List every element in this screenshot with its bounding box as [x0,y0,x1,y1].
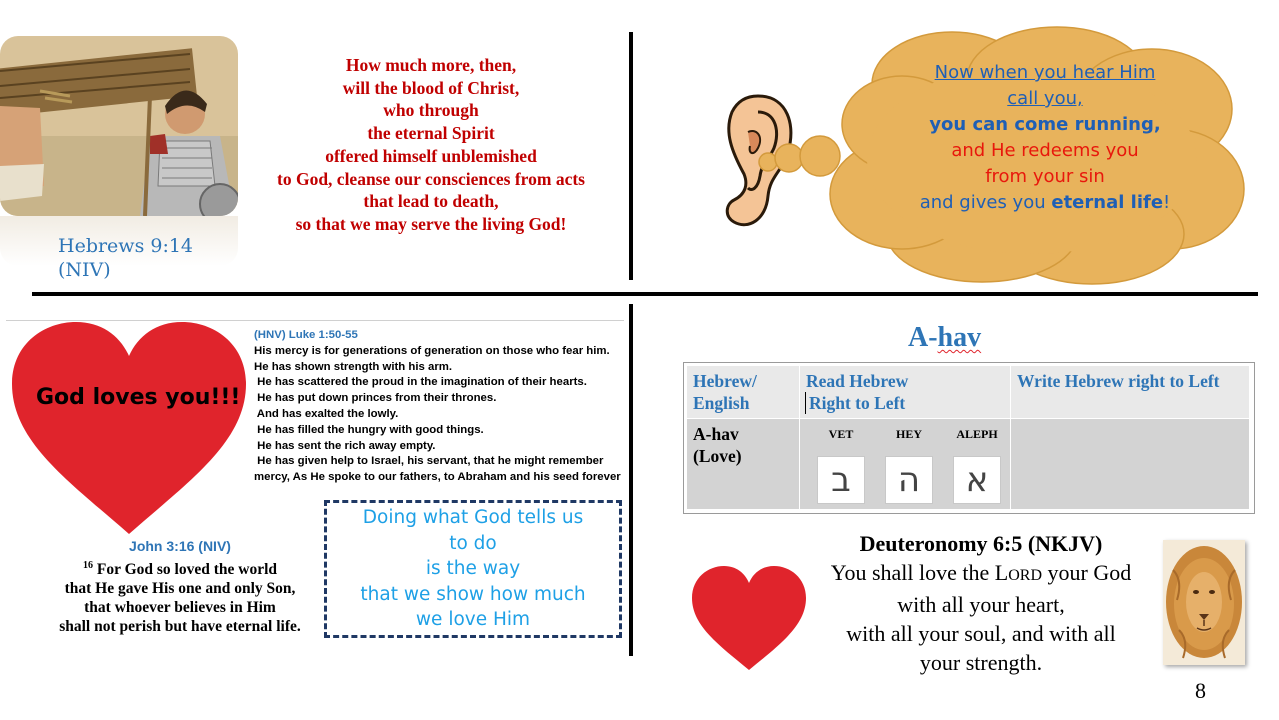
page-number: 8 [1195,678,1206,703]
luke-title: (HNV) Luke 1:50-55 [254,329,358,341]
verse-line: offered himself unblemished [325,145,537,166]
john-line: $^{16}$ For God so loved the world [83,560,277,579]
verse-line: so that we may serve the living God! [295,213,567,234]
vertical-divider-top [629,32,633,280]
john-line: that He gave His one and only Son, [64,580,296,598]
hebrews-reference: Hebrews 9:14 (NIV) [58,235,194,281]
bubble-message [880,60,1210,216]
heart-message: God loves you!!! [36,385,241,410]
ahav-title: A-hav [908,322,982,353]
row-letters [800,419,1011,510]
big-heart [10,322,248,536]
doing-line: is the way [425,558,521,579]
verse-line: the eternal Spirit [367,123,495,144]
john-line: that whoever believes in Him [84,599,276,617]
deut-reference: Deuteronomy 6:5 (NKJV) [859,531,1103,556]
doing-line: Doing what God tells us [362,507,584,528]
luke-line: He has scattered the proud in the imagination of their hearts. [254,376,587,389]
verse-line: will the blood of Christ, [342,77,520,98]
luke-line: He has sent the rich away empty. [254,439,436,452]
doing-line: we love Him [415,609,531,630]
bubble-line: from your sin [985,166,1105,187]
ahav-table [686,365,1250,510]
john-passage [28,537,332,636]
john-reference: John 3:16 (NIV) [129,538,231,554]
luke-line: He has given help to Israel, his servant, that he might remember [254,455,604,468]
aleph-glyph: א [965,460,989,500]
verse-line: that lead to death, [363,191,499,212]
verse-line: to God, cleanse our consciences from acts [277,168,585,189]
luke-passage [254,328,630,486]
lion-image [1163,540,1245,665]
header-read-hebrew: Read Hebrew Right to Left [800,366,1011,419]
luke-line: His mercy is for generations of generation on those who fear him. [254,344,610,357]
horizontal-divider [32,292,1258,296]
top-rule [6,320,624,321]
verse-line: How much more, then, [345,55,517,75]
bubble-line: and gives you eternal life! [919,192,1171,213]
letter-aleph: ALEPH א [950,427,1004,504]
header-hebrew-english: Hebrew/ English [687,366,800,419]
luke-line: He has shown strength with his arm. [254,360,453,373]
john-line: shall not perish but have eternal life. [59,618,301,636]
row-word: A-hav (Love) [687,419,800,510]
doing-box [324,500,622,638]
small-heart [690,566,808,672]
deut-line: You shall love the LORD your God [830,560,1132,585]
bubble-line: Now when you hear Him [934,62,1156,83]
crucifixion-illustration [0,36,238,216]
hey-glyph: ה [897,460,921,500]
deut-line: your strength. [919,650,1043,675]
luke-line: He has filled the hungry with good things. [254,423,484,436]
doing-line: to do [449,532,497,554]
luke-line: mercy, As He spoke to our fathers, to Abraham and his seed forever [254,471,621,484]
hebrews-verse [246,54,616,236]
row-write-area [1011,419,1250,510]
luke-line: He has put down princes from their thrones. [254,392,497,405]
verse-line: who through [383,100,479,121]
letter-vet: VET ב [814,427,868,504]
deut-line: with all your soul, and with all [846,621,1116,646]
letter-hey: HEY ה [882,427,936,504]
bubble-line: call you, [1007,88,1083,109]
deuteronomy-passage [806,530,1156,677]
bubble-line: and He redeems you [951,140,1139,161]
doing-line: that we show how much [360,583,586,605]
header-write-hebrew: Write Hebrew right to Left [1011,366,1250,419]
vet-glyph: ב [831,460,851,500]
bubble-line: you can come running, [929,114,1161,135]
luke-line: And has exalted the lowly. [254,407,399,420]
deut-line: with all your heart, [897,592,1065,617]
